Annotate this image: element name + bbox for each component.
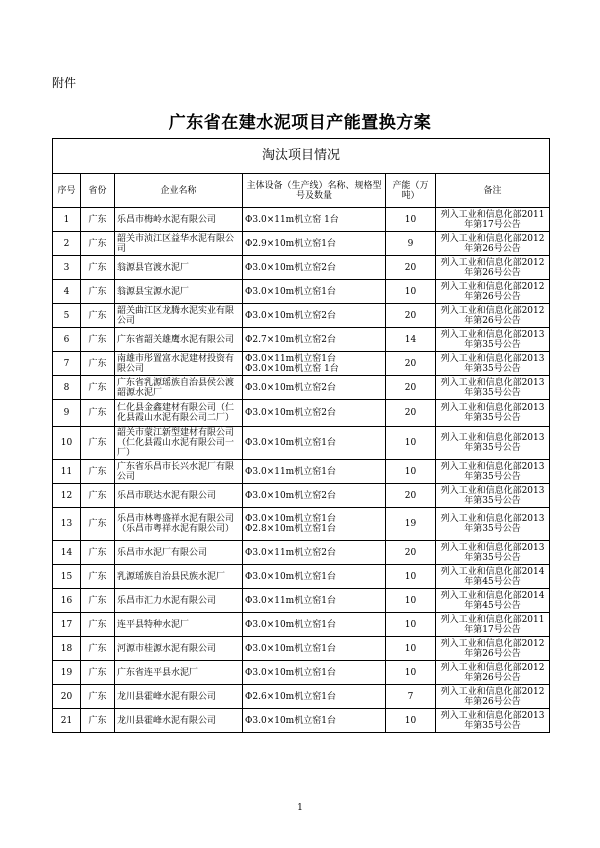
cell-no: 8 (53, 376, 81, 400)
cell-capacity: 20 (386, 541, 436, 565)
cell-equipment: Φ3.0×10m机立窑1台 (243, 280, 386, 304)
cell-no: 10 (53, 427, 81, 460)
cell-equipment: Φ3.0×10m机立窑2台 (243, 256, 386, 280)
table-row (53, 376, 550, 400)
cell-no: 9 (53, 400, 81, 427)
cell-province: 广东 (81, 589, 115, 613)
cell-province: 广东 (81, 208, 115, 232)
cell-no: 15 (53, 565, 81, 589)
cell-capacity: 10 (386, 280, 436, 304)
cell-capacity: 20 (386, 304, 436, 328)
cell-equipment: Φ3.0×10m机立窑1台 (243, 427, 386, 460)
table-row (53, 400, 550, 427)
cell-no: 20 (53, 685, 81, 709)
cell-equipment: Φ3.0×11m机立窑2台 (243, 541, 386, 565)
cell-capacity: 20 (386, 376, 436, 400)
table-row (53, 460, 550, 484)
cell-capacity: 14 (386, 328, 436, 352)
table-row (53, 484, 550, 508)
cell-equipment: Φ2.6×10m机立窑1台 (243, 685, 386, 709)
cell-company: 乐昌市水泥厂有限公司 (115, 541, 243, 565)
cell-province: 广东 (81, 661, 115, 685)
cell-capacity: 9 (386, 232, 436, 256)
cell-note: 列入工业和信息化部2013年第35号公告 (436, 400, 550, 427)
cell-note: 列入工业和信息化部2012年第26号公告 (436, 637, 550, 661)
cell-company: 翁源县官渡水泥厂 (115, 256, 243, 280)
cell-no: 14 (53, 541, 81, 565)
table-row (53, 709, 550, 733)
table-row (53, 328, 550, 352)
cell-province: 广东 (81, 565, 115, 589)
table-row (53, 613, 550, 637)
cell-note: 列入工业和信息化部2013年第35号公告 (436, 508, 550, 541)
cell-company: 翁源县宝源水泥厂 (115, 280, 243, 304)
cell-company: 乐昌市梅岭水泥有限公司 (115, 208, 243, 232)
cell-company: 乐昌市联达水泥有限公司 (115, 484, 243, 508)
cell-company: 韶关市蒙江新型建材有限公司（仁化县霞山水泥有限公司一厂） (115, 427, 243, 460)
cell-company: 乐昌市汇力水泥有限公司 (115, 589, 243, 613)
elimination-table (52, 138, 550, 733)
table-row (53, 508, 550, 541)
cell-note: 列入工业和信息化部2011年第17号公告 (436, 613, 550, 637)
cell-province: 广东 (81, 541, 115, 565)
cell-province: 广东 (81, 376, 115, 400)
cell-note: 列入工业和信息化部2014年第45号公告 (436, 589, 550, 613)
cell-province: 广东 (81, 427, 115, 460)
cell-capacity: 7 (386, 685, 436, 709)
cell-capacity: 20 (386, 484, 436, 508)
cell-company: 广东省乐昌市长兴水泥厂有限公司 (115, 460, 243, 484)
cell-note: 列入工业和信息化部2012年第26号公告 (436, 280, 550, 304)
cell-province: 广东 (81, 709, 115, 733)
cell-no: 2 (53, 232, 81, 256)
cell-note: 列入工业和信息化部2013年第35号公告 (436, 709, 550, 733)
cell-province: 广东 (81, 304, 115, 328)
column-header-note: 备注 (436, 174, 550, 208)
cell-province: 广东 (81, 484, 115, 508)
table-row (53, 256, 550, 280)
cell-no: 1 (53, 208, 81, 232)
cell-equipment: Φ3.0×10m机立窑1台 (243, 709, 386, 733)
cell-company: 乳源瑶族自治县民族水泥厂 (115, 565, 243, 589)
cell-no: 5 (53, 304, 81, 328)
cell-no: 11 (53, 460, 81, 484)
cell-province: 广东 (81, 460, 115, 484)
page-number: 1 (297, 803, 303, 813)
table-row (53, 589, 550, 613)
table-row (53, 280, 550, 304)
cell-company: 韶关曲江区龙腾水泥实业有限公司 (115, 304, 243, 328)
cell-no: 7 (53, 352, 81, 376)
cell-note: 列入工业和信息化部2012年第26号公告 (436, 661, 550, 685)
cell-no: 13 (53, 508, 81, 541)
table-row (53, 661, 550, 685)
page-title: 广东省在建水泥项目产能置换方案 (168, 113, 432, 133)
table-row (53, 541, 550, 565)
cell-equipment: Φ3.0×10m机立窑1台 Φ2.8×10m机立窑1台 (243, 508, 386, 541)
cell-note: 列入工业和信息化部2012年第26号公告 (436, 232, 550, 256)
table-row (53, 352, 550, 376)
table-row (53, 565, 550, 589)
cell-no: 19 (53, 661, 81, 685)
column-header-company: 企业名称 (115, 174, 243, 208)
cell-no: 4 (53, 280, 81, 304)
cell-capacity: 10 (386, 565, 436, 589)
cell-capacity: 10 (386, 208, 436, 232)
cell-no: 12 (53, 484, 81, 508)
cell-no: 16 (53, 589, 81, 613)
cell-equipment: Φ3.0×10m机立窑2台 (243, 376, 386, 400)
column-header-no: 序号 (53, 174, 81, 208)
cell-no: 6 (53, 328, 81, 352)
cell-company: 韶关市浈江区益华水泥有限公司 (115, 232, 243, 256)
table-row (53, 427, 550, 460)
cell-note: 列入工业和信息化部2012年第26号公告 (436, 685, 550, 709)
cell-company: 广东省连平县水泥厂 (115, 661, 243, 685)
cell-capacity: 10 (386, 613, 436, 637)
cell-note: 列入工业和信息化部2013年第35号公告 (436, 376, 550, 400)
cell-note: 列入工业和信息化部2013年第35号公告 (436, 352, 550, 376)
cell-equipment: Φ3.0×10m机立窑1台 (243, 637, 386, 661)
cell-equipment: Φ3.0×11m机立窑1台 (243, 589, 386, 613)
cell-note: 列入工业和信息化部2013年第35号公告 (436, 328, 550, 352)
cell-province: 广东 (81, 256, 115, 280)
cell-capacity: 20 (386, 352, 436, 376)
cell-province: 广东 (81, 328, 115, 352)
cell-province: 广东 (81, 685, 115, 709)
cell-company: 龙川县霍峰水泥有限公司 (115, 709, 243, 733)
cell-note: 列入工业和信息化部2013年第35号公告 (436, 427, 550, 460)
cell-no: 3 (53, 256, 81, 280)
cell-equipment: Φ3.0×10m机立窑2台 (243, 484, 386, 508)
table-row (53, 208, 550, 232)
cell-capacity: 10 (386, 589, 436, 613)
cell-capacity: 10 (386, 427, 436, 460)
cell-company: 仁化县金鑫建材有限公司（仁化县霞山水泥有限公司二厂） (115, 400, 243, 427)
cell-company: 广东省乳源瑶族自治县侯公渡韶源水泥厂 (115, 376, 243, 400)
cell-capacity: 19 (386, 508, 436, 541)
cell-capacity: 10 (386, 460, 436, 484)
cell-note: 列入工业和信息化部2012年第26号公告 (436, 304, 550, 328)
cell-note: 列入工业和信息化部2013年第35号公告 (436, 460, 550, 484)
cell-province: 广东 (81, 508, 115, 541)
cell-province: 广东 (81, 352, 115, 376)
cell-province: 广东 (81, 400, 115, 427)
cell-note: 列入工业和信息化部2013年第35号公告 (436, 541, 550, 565)
cell-equipment: Φ3.0×10m机立窑2台 (243, 400, 386, 427)
section-title: 淘汰项目情况 (53, 139, 550, 174)
table-row (53, 304, 550, 328)
cell-equipment: Φ3.0×11m机立窑1台 Φ3.0×10m机立窑 1台 (243, 352, 386, 376)
table-row (53, 637, 550, 661)
column-header-capacity: 产能（万吨） (386, 174, 436, 208)
cell-company: 南雄市彤置富水泥建材投资有限公司 (115, 352, 243, 376)
cell-note: 列入工业和信息化部2012年第26号公告 (436, 256, 550, 280)
cell-company: 龙川县霍峰水泥有限公司 (115, 685, 243, 709)
cell-note: 列入工业和信息化部2011年第17号公告 (436, 208, 550, 232)
table-row (53, 232, 550, 256)
cell-province: 广东 (81, 280, 115, 304)
attachment-label: 附件 (52, 76, 77, 90)
cell-company: 乐昌市林粤盛祥水泥有限公司（乐昌市粤祥水泥有限公司） (115, 508, 243, 541)
cell-equipment: Φ3.0×11m机立窑1台 (243, 460, 386, 484)
cell-equipment: Φ3.0×10m机立窑2台 (243, 304, 386, 328)
cell-capacity: 10 (386, 637, 436, 661)
cell-capacity: 10 (386, 709, 436, 733)
column-header-province: 省份 (81, 174, 115, 208)
column-header-equipment: 主体设备（生产线）名称、规格型号及数量 (243, 174, 386, 208)
cell-province: 广东 (81, 613, 115, 637)
cell-capacity: 10 (386, 661, 436, 685)
cell-no: 21 (53, 709, 81, 733)
cell-no: 18 (53, 637, 81, 661)
cell-no: 17 (53, 613, 81, 637)
cell-equipment: Φ2.7×10m机立窑2台 (243, 328, 386, 352)
cell-note: 列入工业和信息化部2014年第45号公告 (436, 565, 550, 589)
cell-company: 河源市桂源水泥有限公司 (115, 637, 243, 661)
cell-capacity: 20 (386, 256, 436, 280)
cell-company: 广东省韶关雄鹰水泥有限公司 (115, 328, 243, 352)
cell-company: 连平县特种水泥厂 (115, 613, 243, 637)
cell-equipment: Φ3.0×10m机立窑1台 (243, 661, 386, 685)
cell-equipment: Φ3.0×10m机立窑1台 (243, 613, 386, 637)
cell-capacity: 20 (386, 400, 436, 427)
cell-province: 广东 (81, 232, 115, 256)
cell-equipment: Φ3.0×11m机立窑 1台 (243, 208, 386, 232)
cell-province: 广东 (81, 637, 115, 661)
cell-equipment: Φ2.9×10m机立窑1台 (243, 232, 386, 256)
table-row (53, 685, 550, 709)
cell-equipment: Φ3.0×10m机立窑1台 (243, 565, 386, 589)
cell-note: 列入工业和信息化部2013年第35号公告 (436, 484, 550, 508)
